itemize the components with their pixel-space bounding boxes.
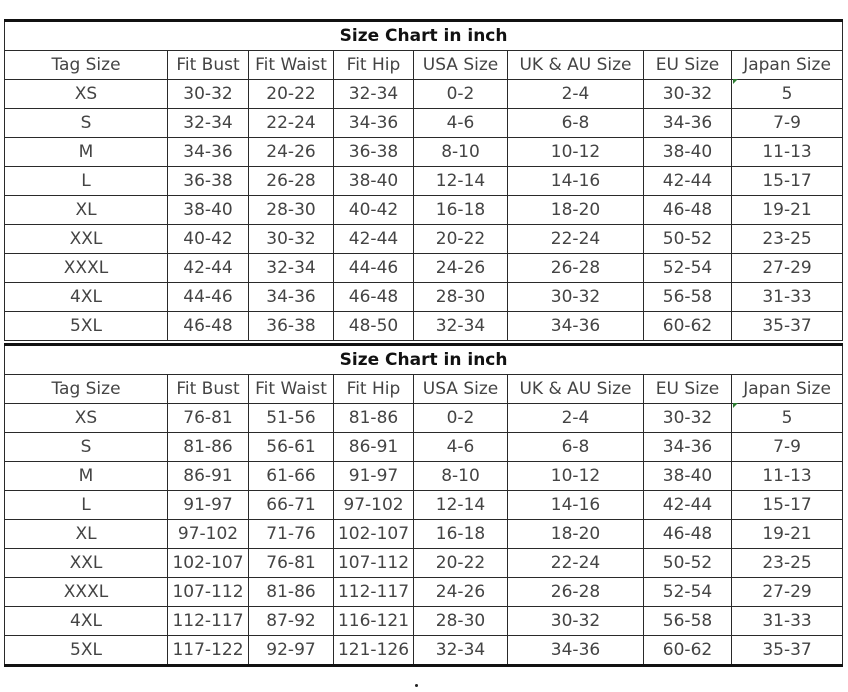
table-cell: 8-10 <box>414 138 508 167</box>
table-cell: 97-102 <box>334 491 414 520</box>
table-cell: 14-16 <box>508 491 644 520</box>
table-cell: L <box>5 167 168 196</box>
table-cell: 50-52 <box>644 549 732 578</box>
table-cell: 116-121 <box>334 607 414 636</box>
cell-comment-marker <box>733 79 738 84</box>
table-row <box>5 433 843 462</box>
table-cell: 107-112 <box>168 578 249 607</box>
table-cell: 30-32 <box>644 404 732 433</box>
table-cell: 12-14 <box>414 491 508 520</box>
column-header: Fit Bust <box>168 51 249 80</box>
table-cell: 34-36 <box>644 109 732 138</box>
table-cell: 4-6 <box>414 433 508 462</box>
table-cell: 38-40 <box>168 196 249 225</box>
table-cell: 30-32 <box>644 80 732 109</box>
table-cell: 60-62 <box>644 636 732 666</box>
table-cell: 0-2 <box>414 80 508 109</box>
table-cell: 36-38 <box>334 138 414 167</box>
column-header: EU Size <box>644 375 732 404</box>
table-cell: 6-8 <box>508 433 644 462</box>
table-cell: 7-9 <box>732 109 843 138</box>
table-cell: 71-76 <box>249 520 334 549</box>
table-cell: 26-28 <box>249 167 334 196</box>
table-row <box>5 404 843 433</box>
table-row <box>5 636 843 666</box>
table-cell: 24-26 <box>414 254 508 283</box>
table-cell: M <box>5 462 168 491</box>
table-cell: 32-34 <box>249 254 334 283</box>
table-cell: 91-97 <box>334 462 414 491</box>
table-cell: 27-29 <box>732 578 843 607</box>
table-cell: 32-34 <box>168 109 249 138</box>
table-cell: 4XL <box>5 607 168 636</box>
table-cell: 46-48 <box>168 312 249 341</box>
title-row <box>5 21 843 51</box>
table-cell: 86-91 <box>168 462 249 491</box>
table-cell: 11-13 <box>732 138 843 167</box>
column-header: Japan Size <box>732 51 843 80</box>
table-cell: 14-16 <box>508 167 644 196</box>
table-cell: 30-32 <box>249 225 334 254</box>
table-cell: 22-24 <box>249 109 334 138</box>
column-header: USA Size <box>414 51 508 80</box>
table-cell: 81-86 <box>334 404 414 433</box>
table-cell: 16-18 <box>414 520 508 549</box>
table-cell: 35-37 <box>732 636 843 666</box>
column-header: Fit Waist <box>249 375 334 404</box>
table-cell: 61-66 <box>249 462 334 491</box>
column-header: EU Size <box>644 51 732 80</box>
table-cell: 42-44 <box>168 254 249 283</box>
column-header: Fit Waist <box>249 51 334 80</box>
table-cell: 36-38 <box>168 167 249 196</box>
table-cell: 40-42 <box>168 225 249 254</box>
size-chart-table-1 <box>4 19 843 341</box>
table-row <box>5 138 843 167</box>
table-cell: 23-25 <box>732 225 843 254</box>
table-cell: 38-40 <box>644 138 732 167</box>
table-cell: 102-107 <box>334 520 414 549</box>
table-cell: 91-97 <box>168 491 249 520</box>
table-cell: XXL <box>5 225 168 254</box>
table-cell: 31-33 <box>732 283 843 312</box>
table-cell: XS <box>5 404 168 433</box>
table-cell: XL <box>5 196 168 225</box>
table-row <box>5 109 843 138</box>
column-header: Fit Hip <box>334 375 414 404</box>
table-cell: 56-61 <box>249 433 334 462</box>
table-cell: 8-10 <box>414 462 508 491</box>
table-cell: 52-54 <box>644 578 732 607</box>
table-cell: XXL <box>5 549 168 578</box>
table-cell: 34-36 <box>249 283 334 312</box>
table-cell: 6-8 <box>508 109 644 138</box>
table-cell: XXXL <box>5 578 168 607</box>
table-cell: 46-48 <box>644 520 732 549</box>
column-header: USA Size <box>414 375 508 404</box>
table-cell: 35-37 <box>732 312 843 341</box>
table-cell: 2-4 <box>508 404 644 433</box>
table-cell: 46-48 <box>644 196 732 225</box>
table-cell: XXXL <box>5 254 168 283</box>
table-cell: 87-92 <box>249 607 334 636</box>
table-cell: 44-46 <box>334 254 414 283</box>
table-row <box>5 491 843 520</box>
table-row <box>5 196 843 225</box>
table-cell: 28-30 <box>414 283 508 312</box>
table-cell: 117-122 <box>168 636 249 666</box>
table-cell: 56-58 <box>644 607 732 636</box>
table-cell: 5 <box>732 80 843 109</box>
table-cell: 23-25 <box>732 549 843 578</box>
table-cell: 30-32 <box>508 283 644 312</box>
table-cell: 30-32 <box>168 80 249 109</box>
table-cell: 20-22 <box>249 80 334 109</box>
column-header: Japan Size <box>732 375 843 404</box>
table-cell: 46-48 <box>334 283 414 312</box>
table-row <box>5 520 843 549</box>
table-cell: 86-91 <box>334 433 414 462</box>
table-cell: 26-28 <box>508 578 644 607</box>
table-cell: 112-117 <box>168 607 249 636</box>
table-cell: 34-36 <box>334 109 414 138</box>
table-cell: 2-4 <box>508 80 644 109</box>
table-row <box>5 312 843 341</box>
table-cell: 5XL <box>5 636 168 666</box>
table-cell: 20-22 <box>414 225 508 254</box>
table-cell: 107-112 <box>334 549 414 578</box>
header-row <box>5 375 843 404</box>
table-cell: 26-28 <box>508 254 644 283</box>
table-cell: 32-34 <box>414 312 508 341</box>
table-cell: 30-32 <box>508 607 644 636</box>
table-cell: L <box>5 491 168 520</box>
table-row <box>5 283 843 312</box>
table-cell: 28-30 <box>414 607 508 636</box>
table-cell: 76-81 <box>249 549 334 578</box>
column-header: Tag Size <box>5 375 168 404</box>
table-cell: 97-102 <box>168 520 249 549</box>
table-cell: 5 <box>732 404 843 433</box>
table-row <box>5 549 843 578</box>
table-cell: 40-42 <box>334 196 414 225</box>
column-header: Fit Bust <box>168 375 249 404</box>
table-cell: 32-34 <box>334 80 414 109</box>
header-row <box>5 51 843 80</box>
column-header: UK & AU Size <box>508 375 644 404</box>
table-cell: 52-54 <box>644 254 732 283</box>
table-cell: 50-52 <box>644 225 732 254</box>
table-cell: 32-34 <box>414 636 508 666</box>
table-cell: 48-50 <box>334 312 414 341</box>
table-cell: 22-24 <box>508 549 644 578</box>
table-row <box>5 254 843 283</box>
table-cell: 102-107 <box>168 549 249 578</box>
table-cell: 15-17 <box>732 491 843 520</box>
table-cell: 20-22 <box>414 549 508 578</box>
table-cell: 44-46 <box>168 283 249 312</box>
table-cell: 34-36 <box>644 433 732 462</box>
table-cell: 27-29 <box>732 254 843 283</box>
cell-comment-marker <box>733 403 738 408</box>
column-header: UK & AU Size <box>508 51 644 80</box>
table-cell: 92-97 <box>249 636 334 666</box>
table-cell: 5XL <box>5 312 168 341</box>
table-cell: 16-18 <box>414 196 508 225</box>
table-cell: 121-126 <box>334 636 414 666</box>
table-row <box>5 80 843 109</box>
table-cell: 22-24 <box>508 225 644 254</box>
table-row <box>5 607 843 636</box>
table-cell: 19-21 <box>732 196 843 225</box>
table-cell: 19-21 <box>732 520 843 549</box>
table-cell: 12-14 <box>414 167 508 196</box>
table-row <box>5 225 843 254</box>
table-cell: 51-56 <box>249 404 334 433</box>
table-row <box>5 578 843 607</box>
table-cell: S <box>5 433 168 462</box>
table-cell: 10-12 <box>508 138 644 167</box>
table-cell: 60-62 <box>644 312 732 341</box>
table-cell: M <box>5 138 168 167</box>
table-cell: 42-44 <box>334 225 414 254</box>
table-cell: XS <box>5 80 168 109</box>
table-row <box>5 462 843 491</box>
table-cell: 24-26 <box>414 578 508 607</box>
table-cell: 18-20 <box>508 196 644 225</box>
table-cell: 4XL <box>5 283 168 312</box>
table-cell: 34-36 <box>508 312 644 341</box>
table-cell: 38-40 <box>334 167 414 196</box>
table-cell: 66-71 <box>249 491 334 520</box>
table-cell: XL <box>5 520 168 549</box>
table-cell: 36-38 <box>249 312 334 341</box>
size-chart-table-2 <box>4 343 843 667</box>
column-header: Tag Size <box>5 51 168 80</box>
table-cell: 11-13 <box>732 462 843 491</box>
table-cell: 28-30 <box>249 196 334 225</box>
table-cell: 24-26 <box>249 138 334 167</box>
chart-title: Size Chart in inch <box>5 345 843 375</box>
table-cell: 81-86 <box>168 433 249 462</box>
stray-dot <box>415 684 418 687</box>
chart-title: Size Chart in inch <box>5 21 843 51</box>
column-header: Fit Hip <box>334 51 414 80</box>
table-cell: 112-117 <box>334 578 414 607</box>
table-cell: 38-40 <box>644 462 732 491</box>
table-cell: 56-58 <box>644 283 732 312</box>
table-cell: 76-81 <box>168 404 249 433</box>
table-cell: 15-17 <box>732 167 843 196</box>
table-cell: 0-2 <box>414 404 508 433</box>
table-cell: 4-6 <box>414 109 508 138</box>
table-cell: 81-86 <box>249 578 334 607</box>
table-cell: 7-9 <box>732 433 843 462</box>
title-row <box>5 345 843 375</box>
table-cell: 18-20 <box>508 520 644 549</box>
table-cell: 10-12 <box>508 462 644 491</box>
table-row <box>5 167 843 196</box>
table-cell: 34-36 <box>168 138 249 167</box>
table-cell: 42-44 <box>644 491 732 520</box>
table-cell: 34-36 <box>508 636 644 666</box>
table-cell: S <box>5 109 168 138</box>
table-cell: 42-44 <box>644 167 732 196</box>
table-cell: 31-33 <box>732 607 843 636</box>
